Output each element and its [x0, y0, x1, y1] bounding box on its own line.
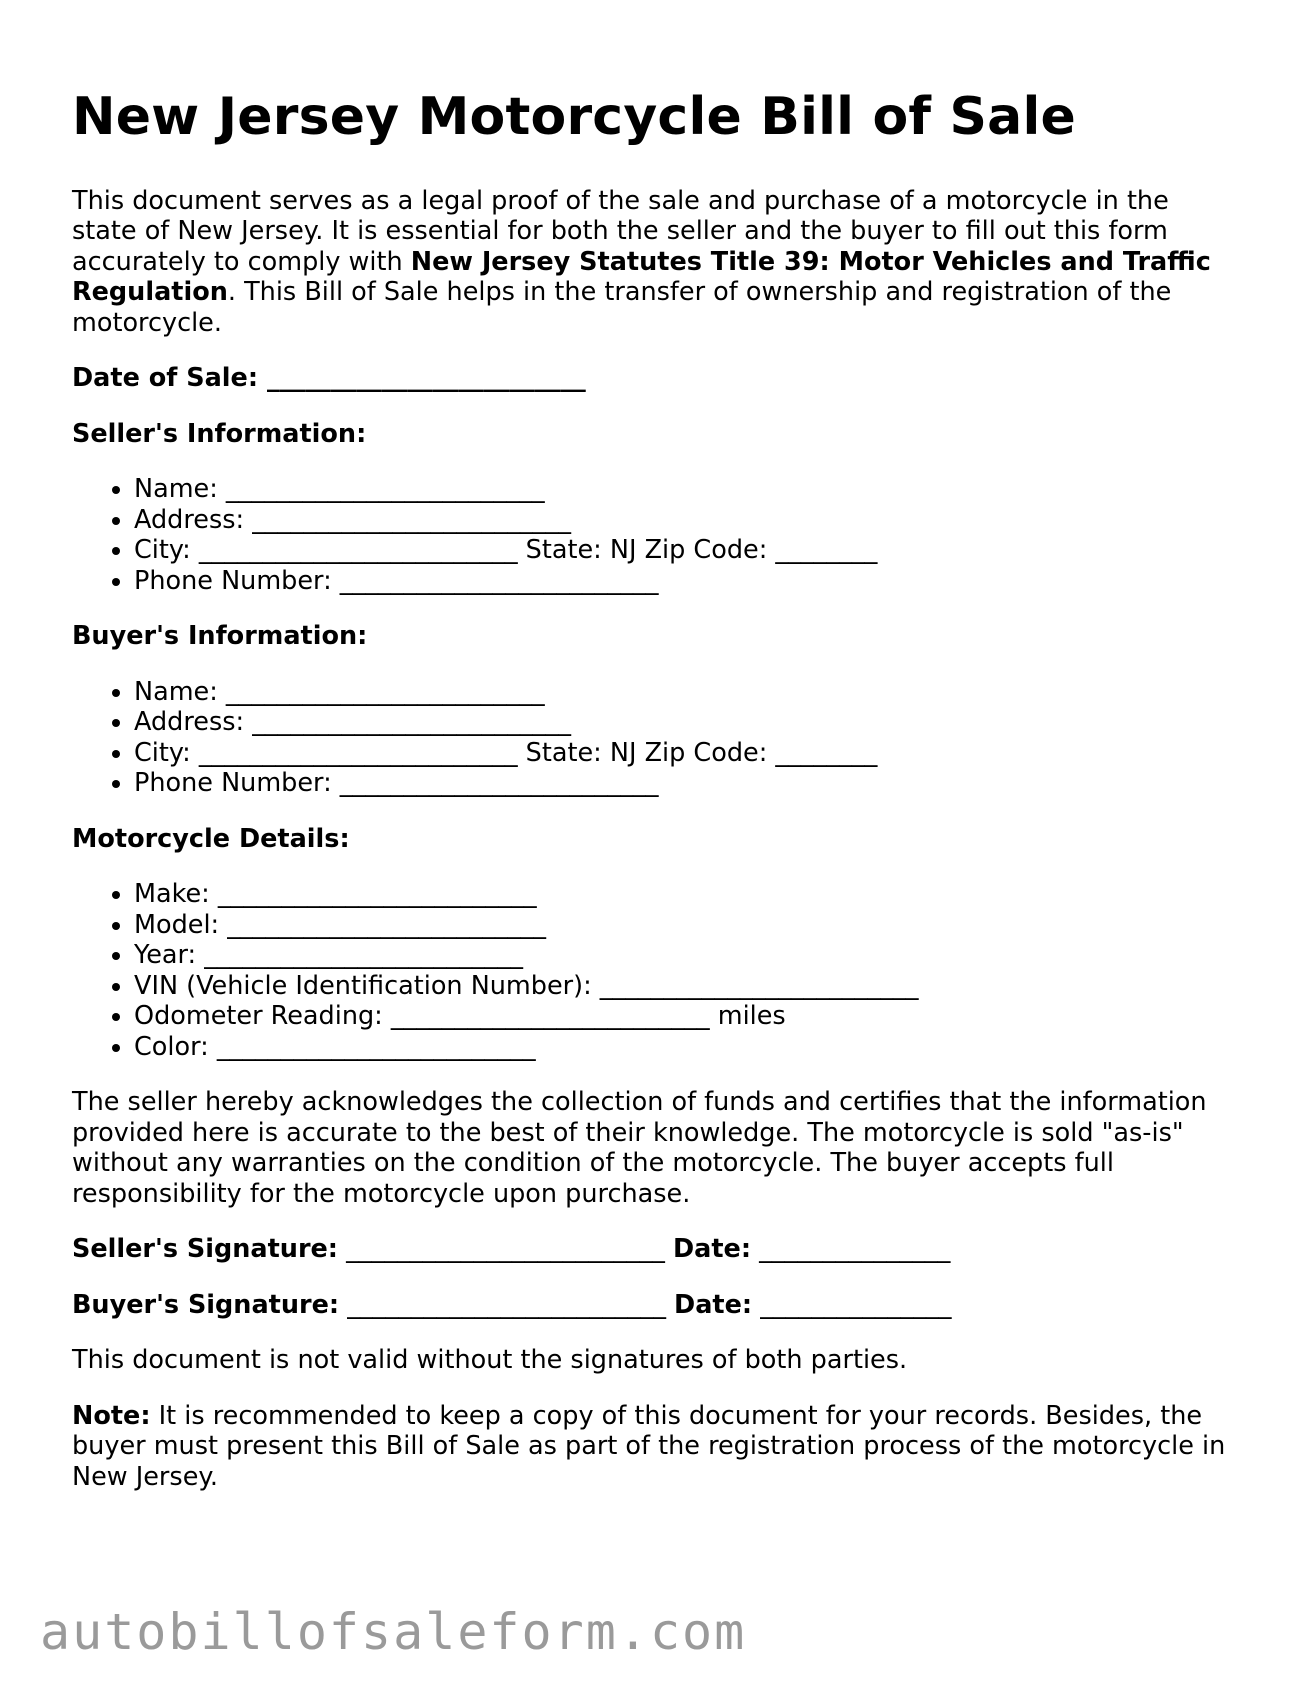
- seller-signature-label: Seller's Signature:: [72, 1234, 339, 1265]
- validity-statement: This document is not valid without the signatures of both parties.: [72, 1345, 908, 1376]
- vin-field[interactable]: • VIN (Vehicle Identification Number): _________________________: [134, 971, 1232, 1002]
- buyer-address-field[interactable]: • Address: _________________________: [134, 707, 1232, 738]
- seller-phone-field[interactable]: • Phone Number: _________________________: [134, 566, 1232, 597]
- buyer-name-field[interactable]: • Name: _________________________: [134, 677, 1232, 708]
- date-of-sale-label: Date of Sale:: [72, 363, 259, 394]
- buyer-date-label: Date:: [674, 1289, 753, 1320]
- intro-text-1: This document serves as a legal proof of the sale and purchase of a motorcycle in the state of New Jersey. It is essential for both the seller and the buyer to fill out this form accurately to comply with: [72, 185, 1169, 277]
- seller-signature-line: [72, 1234, 1232, 1265]
- document-page: [72, 88, 1232, 1517]
- buyer-info-title: Buyer's Information:: [72, 621, 368, 652]
- buyer-date-blank[interactable]: _______________: [760, 1289, 952, 1320]
- seller-name-field[interactable]: • Name: _________________________: [134, 474, 1232, 505]
- odometer-field[interactable]: • Odometer Reading: _________________________ miles: [134, 1001, 1232, 1032]
- buyer-signature-label: Buyer's Signature:: [72, 1289, 340, 1320]
- make-field[interactable]: • Make: _________________________: [134, 879, 1232, 910]
- note-paragraph: [72, 1401, 1232, 1493]
- seller-signature-blank[interactable]: _________________________: [346, 1234, 665, 1265]
- date-of-sale-line: [72, 363, 1232, 394]
- seller-date-blank[interactable]: _______________: [759, 1234, 951, 1265]
- seller-date-label: Date:: [672, 1234, 752, 1265]
- document-title: New Jersey Motorcycle Bill of Sale: [72, 87, 1076, 147]
- buyer-info-list: [72, 677, 1232, 799]
- date-of-sale-blank[interactable]: _________________________: [266, 363, 586, 394]
- motorcycle-details-list: [72, 879, 1232, 1062]
- intro-text-2: . This Bill of Sale helps in the transfer of ownership and registration of the motorcycle.: [72, 277, 1172, 338]
- buyer-phone-field[interactable]: • Phone Number: _________________________: [134, 768, 1232, 799]
- seller-info-title: Seller's Information:: [72, 418, 367, 449]
- acknowledgement-paragraph: The seller hereby acknowledges the collection of funds and certifies that the information provided here is accurate to the best of their knowledge. The motorcycle is sold "as-is" without any warranties on the condition of the motorcycle. The buyer accepts full responsibility for the motorcycle upon purchase.: [72, 1087, 1207, 1209]
- watermark-text: autobillofsaleform.com: [40, 1603, 747, 1661]
- statute-reference: New Jersey Statutes Title 39: Motor Vehicles and Traffic Regulation: [72, 246, 1211, 308]
- buyer-signature-blank[interactable]: _________________________: [347, 1289, 666, 1320]
- motorcycle-details-title: Motorcycle Details:: [72, 823, 350, 854]
- model-field[interactable]: • Model: _________________________: [134, 910, 1232, 941]
- seller-info-list: [72, 474, 1232, 596]
- buyer-signature-line: [72, 1290, 1232, 1321]
- note-text: It is recommended to keep a copy of this document for your records. Besides, the buyer must present this Bill of Sale as part of the registration process of the motorcycle in New Jersey.: [72, 1400, 1226, 1492]
- seller-city-field[interactable]: • City: _________________________ State: NJ Zip Code: ________: [134, 535, 1232, 566]
- color-field[interactable]: • Color: _________________________: [134, 1032, 1232, 1063]
- seller-address-field[interactable]: • Address: _________________________: [134, 505, 1232, 536]
- intro-paragraph: [72, 186, 1232, 339]
- note-label: Note:: [72, 1400, 151, 1431]
- year-field[interactable]: • Year: _________________________: [134, 940, 1232, 971]
- buyer-city-field[interactable]: • City: _________________________ State: NJ Zip Code: ________: [134, 738, 1232, 769]
